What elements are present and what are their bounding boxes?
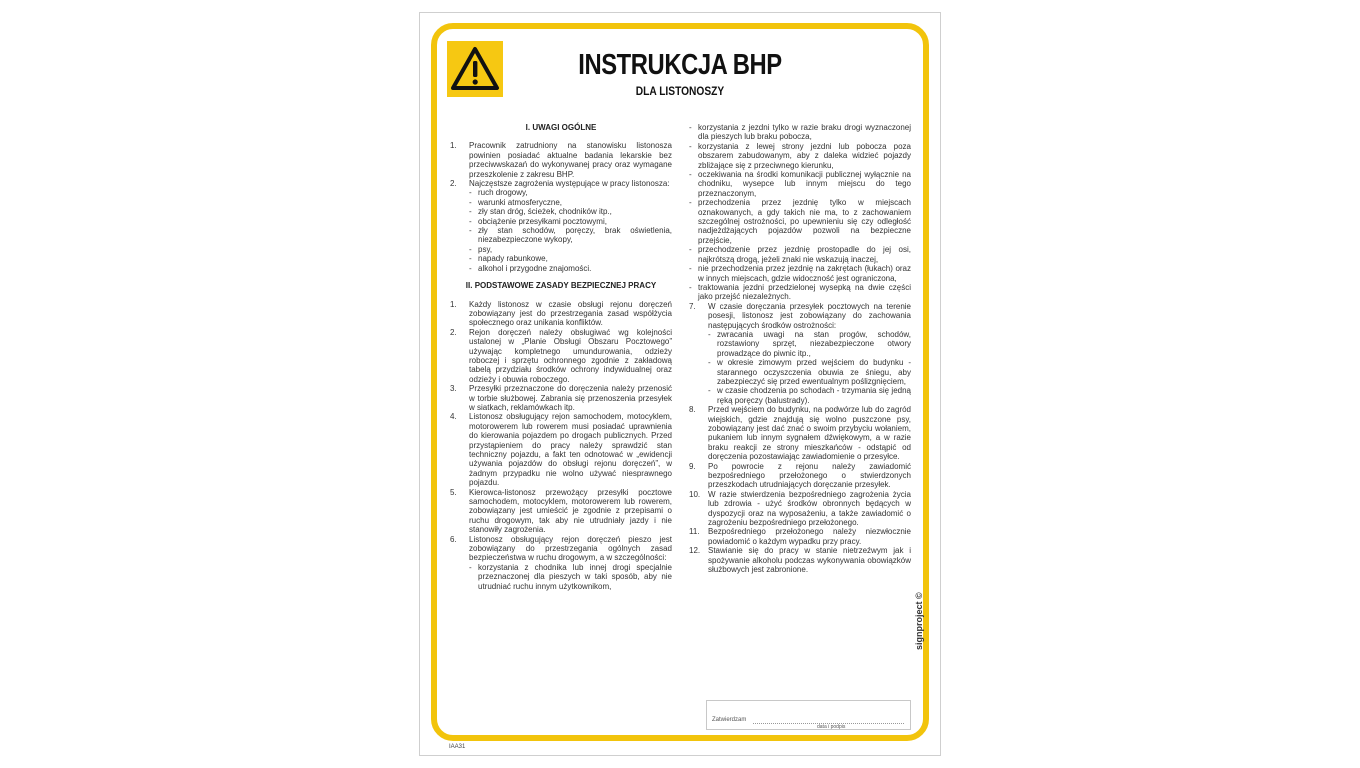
sub-item — [689, 123, 911, 142]
sub-item — [689, 245, 911, 264]
section-heading: II. PODSTAWOWE ZASADY BEZPIECZNEJ PRACY — [465, 281, 657, 291]
list-item — [450, 141, 672, 179]
warning-triangle-icon — [447, 41, 503, 97]
sub-item-text: warunki atmosferyczne, — [478, 197, 563, 207]
item-text: Stawianie się do pracy w stanie nietrzeźwym jak i spożywanie alkoholu podczas wykonywania obowiązków służbowych jest zabronione. — [708, 546, 911, 575]
item-text: Bezpośredniego przełożonego należy niezwłocznie powiadomić o każdym wypadku przy pracy. — [708, 527, 911, 546]
item-number: 1. — [450, 299, 457, 309]
dash-bullet: - — [689, 264, 692, 274]
sub-item — [689, 358, 911, 386]
list-item — [450, 179, 672, 188]
dash-bullet: - — [469, 263, 472, 273]
sub-item-text: napady rabunkowe, — [478, 254, 548, 264]
sub-item — [450, 245, 672, 254]
sub-item-text: psy, — [478, 244, 493, 254]
item-text: W czasie doręczania przesyłek pocztowych na terenie posesji, listonosz jest zobowiązany do zachowania następujących środków ostrożności: — [708, 301, 911, 330]
sub-item-text: korzystania z lewej strony jezdni lub pobocza poza obszarem zabudowanym, aby z daleka widzieć pojazdy zbliżające się z przeciwnego kierunku, — [698, 141, 911, 170]
sub-item — [689, 264, 911, 283]
item-text: Rejon doręczeń należy obsługiwać wg kolejności ustalonej w „Planie Obsługi Obszaru Pocztowego” używając kompletnego umundurowania, odzieży roboczej i sprzętu ochronnego zgodnie z zakładową tabelą przydziału środków ochrony indywidualnej oraz odzieży i obuwia roboczego. — [469, 327, 672, 384]
dash-bullet: - — [689, 141, 692, 151]
page-subtitle: DLA LISTONOSZY — [635, 84, 725, 98]
dash-bullet: - — [708, 329, 711, 339]
sub-item-text: zły stan dróg, ścieżek, chodników itp., — [478, 207, 612, 217]
sub-item — [450, 226, 672, 245]
sub-item-text: w okresie zimowym przed wejściem do budynku - starannego oczyszczenia obuwia ze śniegu, aby zabezpieczyć się przed ewentualnym poślizgnięciem, — [717, 358, 911, 386]
section-heading: I. UWAGI OGÓLNE — [525, 123, 597, 132]
sub-item — [689, 330, 911, 358]
sub-item — [450, 198, 672, 207]
dash-bullet: - — [469, 188, 472, 198]
sub-item-text: traktowania jezdni przedzielonej wysepką na dwie części jako przejść niezależnych. — [698, 282, 911, 302]
sub-item — [689, 198, 911, 245]
list-item — [450, 488, 672, 535]
list-item — [689, 527, 911, 546]
column-right — [689, 123, 911, 575]
list-item — [450, 300, 672, 328]
dash-bullet: - — [469, 244, 472, 254]
item-number: 6. — [450, 534, 457, 544]
dash-bullet: - — [469, 254, 472, 264]
sub-item — [689, 283, 911, 302]
page-title: INSTRUKCJA BHP — [578, 49, 782, 81]
item-number: 1. — [450, 141, 457, 151]
item-text: W razie stwierdzenia bezpośredniego zagrożenia życia lub zdrowia - użyć środków obronnych będących w dyspozycji oraz na wyposażeniu, a także zawiadomić o zagrożeniu bezpośredniego przełożonego. — [708, 489, 911, 528]
sub-item-text: obciążenie przesyłkami pocztowymi, — [478, 216, 607, 226]
item-number: 3. — [450, 384, 457, 394]
dash-bullet: - — [469, 197, 472, 207]
product-code: IAA31 — [449, 744, 466, 750]
item-number: 10. — [689, 489, 701, 499]
item-text: Każdy listonosz w czasie obsługi rejonu doręczeń zobowiązany jest do przestrzegania zasad współżycia społecznego oraz unikania konfliktów. — [469, 299, 672, 328]
item-number: 4. — [450, 412, 457, 422]
dash-bullet: - — [469, 562, 472, 572]
list-item — [689, 405, 911, 461]
item-number: 7. — [689, 301, 696, 311]
dash-bullet: - — [689, 198, 692, 208]
item-text: Najczęstsze zagrożenia występujące w pracy listonosza: — [469, 179, 670, 189]
sub-item-text: przechodzenie przez jezdnię prostopadle do jej osi, najkrótszą drogą, jeżeli znaki nie wskazują inaczej, — [698, 245, 911, 264]
dash-bullet: - — [708, 358, 711, 368]
dash-bullet: - — [469, 226, 472, 236]
item-text: Listonosz obsługujący rejon doręczeń pieszo jest zobowiązany do przestrzegania ogólnych zasad bezpieczeństwa w ruchu drogowym, a w szczególności: — [469, 534, 672, 563]
list-item — [689, 490, 911, 528]
list-item — [450, 328, 672, 384]
item-number: 12. — [689, 546, 701, 556]
list-item — [450, 535, 672, 563]
item-number: 8. — [689, 405, 696, 415]
dash-bullet: - — [708, 386, 711, 396]
dash-bullet: - — [689, 282, 692, 292]
sub-item — [450, 264, 672, 273]
list-item — [689, 302, 911, 330]
brand-label: signproject © — [914, 592, 924, 650]
item-text: Kierowca-listonosz przewożący przesyłki pocztowe samochodem, motocyklem, motorowerem lub rowerem, zobowiązany jest umieścić je zgodnie z przepisami o ruchu drogowym, tak aby nie utrudniały jazdy i nie stanowiły zagrożenia. — [469, 487, 672, 535]
item-text: Przesyłki przeznaczone do doręczenia należy przenosić w torbie służbowej. Zabrania się przenoszenia przesyłek w siatkach, reklamówkach itp. — [469, 384, 672, 412]
list-item — [450, 412, 672, 487]
item-text: Pracownik zatrudniony na stanowisku listonosza powinien posiadać aktualne badania lekarskie bez przeciwwskazań do wykonywanej pracy oraz wymagane przeszkolenie z zakresu BHP. — [469, 141, 672, 179]
item-text: Przed wejściem do budynku, na podwórze lub do zagród wiejskich, gdzie znajdują się wolno puszczone psy, zobowiązany jest dać znać o swoim przybyciu wołaniem, pukaniem lub innym sygnałem dźwiękowym, a w razie braku reakcji ze strony mieszkańców - odstąpić od doręczenia pozostawiając zawiadomienie o przesyłce. — [708, 405, 911, 462]
sub-item-text: zwracania uwagi na stan progów, schodów, rozstawiony sprzęt, niezabezpieczone otwory prowadzące do piwnic itp., — [717, 329, 911, 358]
sub-item — [450, 217, 672, 226]
item-number: 9. — [689, 461, 696, 471]
sub-item-text: zły stan schodów, poręczy, brak oświetlenia, niezabezpieczone wykopy, — [478, 226, 672, 245]
dash-bullet: - — [469, 216, 472, 226]
list-item — [689, 546, 911, 574]
item-number: 2. — [450, 179, 457, 189]
sub-item-text: w czasie chodzenia po schodach - trzymania się jedną ręką poręczy (balustrady). — [717, 386, 911, 405]
sub-item-text: ruch drogowy, — [478, 188, 528, 198]
sub-item — [450, 254, 672, 263]
column-left — [450, 123, 672, 591]
sub-item — [689, 142, 911, 170]
item-number: 2. — [450, 327, 457, 337]
sub-item — [689, 386, 911, 405]
sub-item — [450, 563, 672, 591]
sub-item — [450, 207, 672, 216]
list-item — [689, 462, 911, 490]
item-text: Listonosz obsługujący rejon samochodem, motocyklem, motorowerem lub rowerem musi posiadać uprawnienia do kierowania pojazdem po drogach publicznych. Przed przystąpieniem do pracy należy sprawdzić stan techniczny pojazdu, a fakt ten odnotować w „ewidencji używania pojazdów do obsługi rejonu doręczeń”, w żadnym przypadku nie wolno używać niesprawnego pojazdu. — [469, 412, 672, 488]
sub-item-text: korzystania z chodnika lub innej drogi specjalnie przeznaczonej dla pieszych w taki sposób, aby nie utrudniać ruchu innym użytkownikom, — [478, 562, 672, 591]
item-number: 5. — [450, 487, 457, 497]
sub-item-text: korzystania z jezdni tylko w razie braku drogi wyznaczonej dla pieszych lub braku pobocza, — [698, 123, 911, 142]
list-item — [450, 384, 672, 412]
signature-box — [706, 700, 911, 730]
signature-caption: data i podpis — [817, 724, 846, 730]
sub-item — [450, 188, 672, 197]
item-number: 11. — [689, 527, 700, 537]
sub-item-text: przechodzenia przez jezdnię tylko w miejscach oznakowanych, a gdy takich nie ma, to z zachowaniem szczególnej ostrożności, po upewnieniu się czy odległość nadjeżdżających pojazdów pozwoli na bezpieczne przejście, — [698, 198, 911, 245]
signature-label: Zatwierdzam — [712, 717, 747, 723]
dash-bullet: - — [689, 123, 692, 132]
sub-item-text: oczekiwania na środki komunikacji publicznej wyłącznie na chodniku, wysepce lub innym miejscu do tego przeznaczonym, — [698, 170, 911, 198]
dash-bullet: - — [689, 170, 692, 180]
sub-item — [689, 170, 911, 198]
sub-item-text: nie przechodzenia przez jezdnię na zakrętach (łukach) oraz w innych miejscach, gdzie widoczność jest ograniczona, — [698, 264, 911, 283]
dash-bullet: - — [689, 245, 692, 255]
dash-bullet: - — [469, 207, 472, 217]
item-text: Po powrocie z rejonu należy zawiadomić bezpośredniego przełożonego o stwierdzonych przeszkodach utrudniających doręczanie przesyłek. — [708, 461, 911, 490]
sub-item-text: alkohol i przygodne znajomości. — [478, 263, 592, 273]
